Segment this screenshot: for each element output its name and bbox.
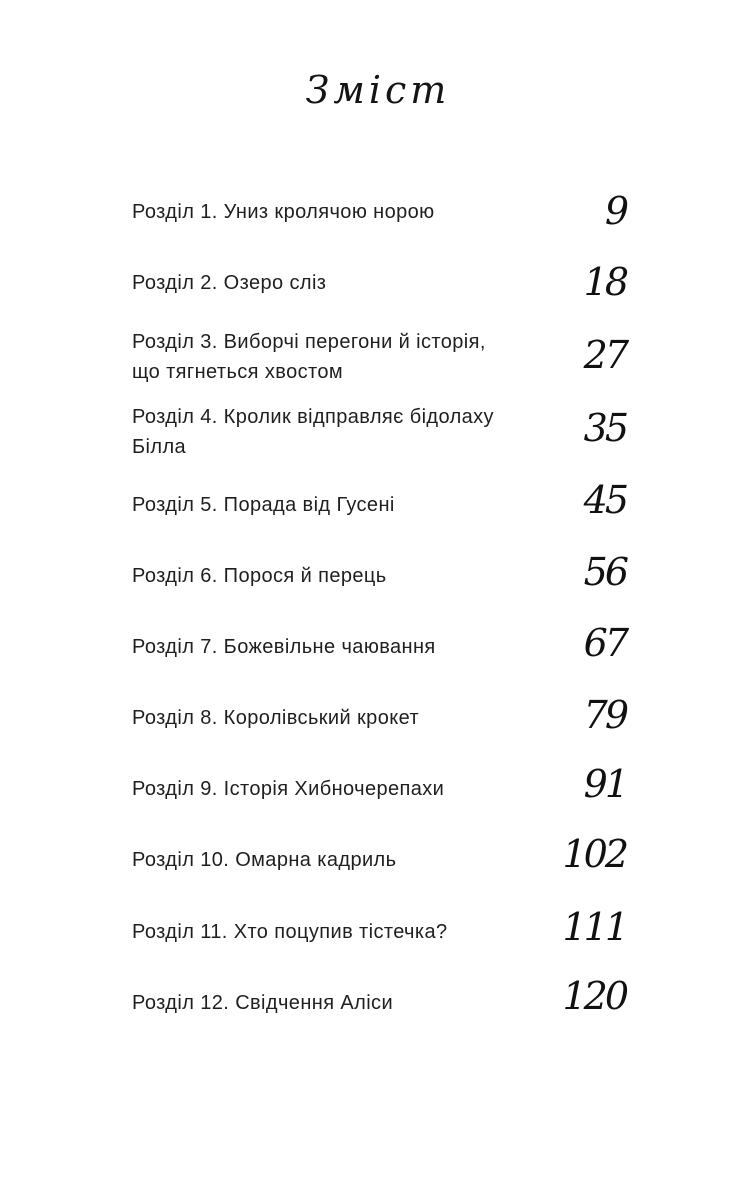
- toc-entry-page-number: 102: [562, 832, 626, 876]
- toc-entry-label: Розділ 7. Божевільне чаювання: [132, 636, 436, 658]
- toc-entry-10[interactable]: [132, 832, 626, 905]
- toc-entry-label: Розділ 2. Озеро сліз: [132, 272, 327, 294]
- toc-entry-1[interactable]: [132, 189, 626, 257]
- toc-entry-8[interactable]: [132, 693, 626, 763]
- toc-entry-9[interactable]: [132, 762, 626, 834]
- toc-entry-page-number: 91: [583, 762, 626, 806]
- toc-entry-page-number: 27: [583, 333, 626, 377]
- page-title: Зміст: [305, 68, 451, 112]
- toc-entry-label: Розділ 6. Порося й перець: [132, 565, 387, 587]
- toc-entry-11[interactable]: [132, 905, 626, 977]
- toc-entry-label: Розділ 3. Виборчі перегони й історія, що тягнеться хвостом: [132, 331, 486, 383]
- toc-entry-label: Розділ 10. Омарна кадриль: [132, 849, 397, 871]
- toc-entry-label: Розділ 12. Свідчення Аліси: [132, 992, 394, 1014]
- toc-entry-3[interactable]: [132, 327, 626, 387]
- toc-entry-label: Розділ 8. Королівський крокет: [132, 707, 420, 729]
- toc-entry-5[interactable]: [132, 478, 626, 550]
- toc-entry-page-number: 35: [583, 406, 626, 450]
- toc-entry-label: Розділ 4. Кролик відправляє бідолаху Білла: [132, 406, 494, 458]
- toc-entry-page-number: 45: [583, 478, 626, 522]
- toc-entry-page-number: 56: [583, 550, 626, 594]
- toc-entry-2[interactable]: [132, 260, 626, 328]
- toc-entry-page-number: 120: [562, 974, 626, 1018]
- toc-entry-page-number: 67: [583, 621, 626, 665]
- toc-entry-label: Розділ 1. Униз кролячою норою: [132, 201, 435, 223]
- toc-entry-6[interactable]: [132, 550, 626, 621]
- toc-entry-7[interactable]: [132, 621, 626, 692]
- toc-entry-page-number: 111: [562, 905, 626, 949]
- toc-entry-label: Розділ 11. Хто поцупив тістечка?: [132, 921, 448, 943]
- toc-entry-label: Розділ 5. Порада від Гусені: [132, 494, 395, 516]
- toc-entry-page-number: 79: [583, 693, 626, 737]
- toc-entry-page-number: 9: [604, 189, 626, 233]
- toc-entry-12[interactable]: [132, 974, 626, 1048]
- toc-entry-page-number: 18: [583, 260, 626, 304]
- toc-entry-4[interactable]: [132, 402, 626, 462]
- toc-entry-label: Розділ 9. Історія Хибночерепахи: [132, 778, 445, 800]
